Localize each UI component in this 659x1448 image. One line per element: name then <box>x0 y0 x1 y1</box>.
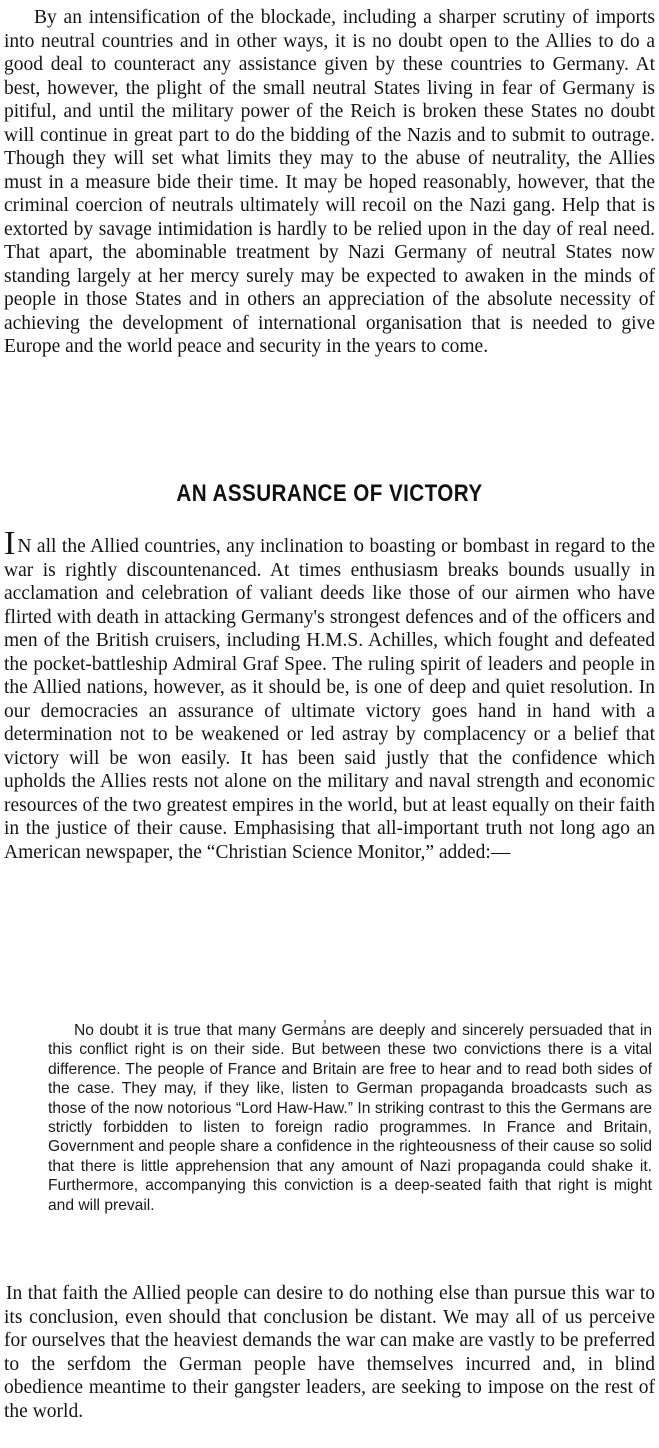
editorial-paragraph <box>4 525 655 864</box>
quoted-passage: No doubt it is true that many Germans are deeply and sincerely persuaded that in this conflict right is on their side. But between these two convictions there is a vital difference. The people of France and Britain are free to hear and to read both sides of the case. They may, if they like, listen to German propaganda broadcasts such as those of the now notorious “Lord Haw-Haw.” In striking contrast to this the Germans are strictly forbidden to listen to foreign radio programmes. In France and Britain, Government and people share a confidence in the righteousness of their cause so solid that there is little apprehension that any amount of Nazi propaganda could shake it. Furthermore, accompanying this conviction is a deep-seated faith that right is might and will prevail. <box>48 1022 652 1214</box>
quote-separator: , <box>322 1006 328 1026</box>
closing-paragraph: In that faith the Allied people can desire to do nothing else than pursue this war to its conclusion, even should that conclusion be distant. We may all of us perceive for ourselves that the heaviest demands the war can make are vastly to be preferred to the serfdom the German people have themselves incurred and, in blind obedience meantime to their gangster leaders, are seeking to impose on the rest of the world. <box>4 1283 655 1422</box>
opening-paragraph: By an intensification of the blockade, including a sharper scrutiny of imports into neutral countries and in other ways, it is no doubt open to the Allies to do a good deal to counteract any assistance given by these countries to Germany. At best, however, the plight of the small neutral States living in fear of Germany is pitiful, and until the military power of the Reich is broken these States no doubt will continue in great part to do the bidding of the Nazis and to submit to outrage. Though they will set what limits they may to the abuse of neutrality, the Allies must in a measure bide their time. It may be hoped reasonably, however, that the criminal coercion of neutrals ultimately will recoil on the Nazi gang. Help that is extorted by savage intimidation is hardly to be relied upon in the day of real need. That apart, the abominable treatment by Nazi Germany of neutral States now standing largely at her mercy surely may be expected to awaken in the minds of people in those States and in others an appreciation of the absolute necessity of achieving the development of international organisation that is needed to give Europe and the world peace and security in the years to come. <box>4 7 655 357</box>
drop-cap: I <box>4 525 16 562</box>
section-heading: AN ASSURANCE OF VICTORY <box>176 480 483 507</box>
editorial-paragraph-text: N all the Allied countries, any inclination to boasting or bombast in regard to the war is rightly discountenanced. At times enthusiasm breaks bounds usually in acclamation and celebration of valiant deeds like those of our airmen who have flirted with death in attacking Germany's strongest defences and of the officers and men of the British cruisers, including H.M.S. Achilles, which fought and defeated the pocket-battleship Admiral Graf Spee. The ruling spirit of leaders and people in the Allied nations, however, as it should be, is one of deep and quiet resolution. In our democracies an assurance of ultimate victory goes hand in hand with a determination not to be weakened or led astray by complacency or a belief that victory will be won easily. It has been said justly that the confidence which upholds the Allies rests not alone on the military and naval strength and economic resources of the two greatest empires in the world, but at least equally on their faith in the justice of their cause. Emphasising that all-important truth not long ago an American newspaper, the “Christian Science Monitor,” added:— <box>4 536 655 863</box>
